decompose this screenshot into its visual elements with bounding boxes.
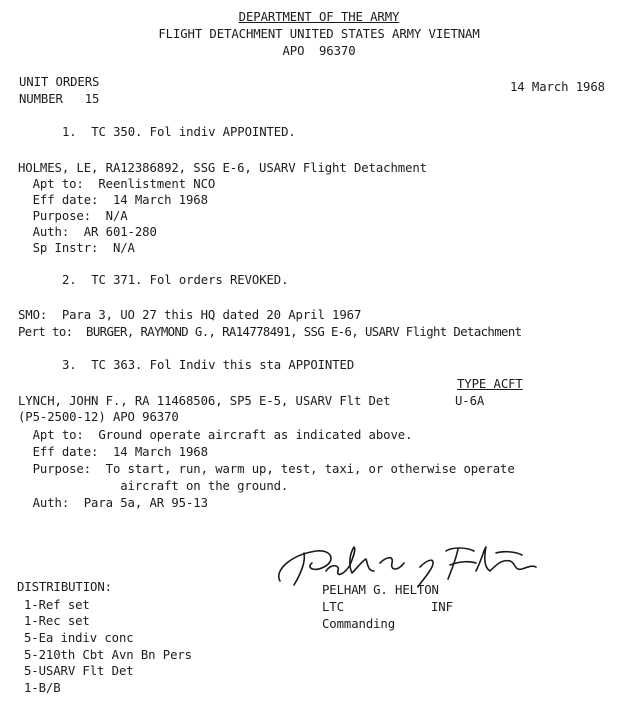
distribution-entry: 5-210th Cbt Avn Bn Pers bbox=[24, 648, 192, 662]
item-1-line: HOLMES, LE, RA12386892, SSG E-6, USARV Flight Detachment bbox=[18, 161, 427, 175]
type-acft-value: U-6A bbox=[455, 394, 485, 408]
unit-orders-label: UNIT ORDERS bbox=[19, 75, 100, 89]
distribution-entry: 1-Rec set bbox=[24, 614, 90, 628]
item-1-line: Auth: AR 601-280 bbox=[18, 225, 157, 239]
distribution-entry: 1-B/B bbox=[24, 681, 61, 695]
department-title: DEPARTMENT OF THE ARMY bbox=[238, 10, 400, 24]
item-3-line: Auth: Para 5a, AR 95-13 bbox=[18, 496, 208, 510]
item-3-line: (P5-2500-12) APO 96370 bbox=[18, 410, 179, 424]
type-acft-label: TYPE ACFT bbox=[457, 377, 523, 391]
distribution-entry: 5-USARV Flt Det bbox=[24, 664, 134, 678]
signer-rank: LTC bbox=[322, 600, 344, 614]
apo-line: APO 96370 bbox=[282, 44, 356, 58]
order-date: 14 March 1968 bbox=[510, 80, 605, 94]
item-3-heading: 3. TC 363. Fol Indiv this sta APPOINTED bbox=[62, 358, 355, 372]
item-1-line: Apt to: Reenlistment NCO bbox=[18, 177, 216, 191]
signer-name: PELHAM G. HELTON bbox=[322, 583, 439, 597]
signer-branch: INF bbox=[431, 600, 453, 614]
item-3-line: LYNCH, JOHN F., RA 11468506, SP5 E-5, USARV Flt Det bbox=[18, 394, 391, 408]
distribution-entry: 5-Ea indiv conc bbox=[24, 631, 134, 645]
distribution-entry: 1-Ref set bbox=[24, 598, 90, 612]
item-1-line: Sp Instr: N/A bbox=[18, 241, 135, 255]
item-2-heading: 2. TC 371. Fol orders REVOKED. bbox=[62, 273, 289, 287]
item-3-line: Eff date: 14 March 1968 bbox=[18, 445, 208, 459]
unit-title: FLIGHT DETACHMENT UNITED STATES ARMY VIETNAM bbox=[158, 27, 480, 41]
distribution-label: DISTRIBUTION: bbox=[17, 580, 112, 594]
order-number: NUMBER 15 bbox=[19, 92, 100, 106]
item-1-line: Purpose: N/A bbox=[18, 209, 128, 223]
signer-role: Commanding bbox=[322, 617, 396, 631]
item-3-line: Purpose: To start, run, warm up, test, taxi, or otherwise operate bbox=[18, 462, 515, 476]
handwritten-signature bbox=[270, 541, 545, 589]
item-3-line: aircraft on the ground. bbox=[18, 479, 289, 493]
item-2-line: SMO: Para 3, UO 27 this HQ dated 20 April 1967 bbox=[18, 308, 362, 322]
item-1-line: Eff date: 14 March 1968 bbox=[18, 193, 208, 207]
item-3-line: Apt to: Ground operate aircraft as indicated above. bbox=[18, 428, 413, 442]
item-1-heading: 1. TC 350. Fol indiv APPOINTED. bbox=[62, 125, 296, 139]
item-2-line: Pert to: BURGER, RAYMOND G., RA14778491, SSG E-6, USARV Flight Detachment bbox=[18, 325, 522, 339]
